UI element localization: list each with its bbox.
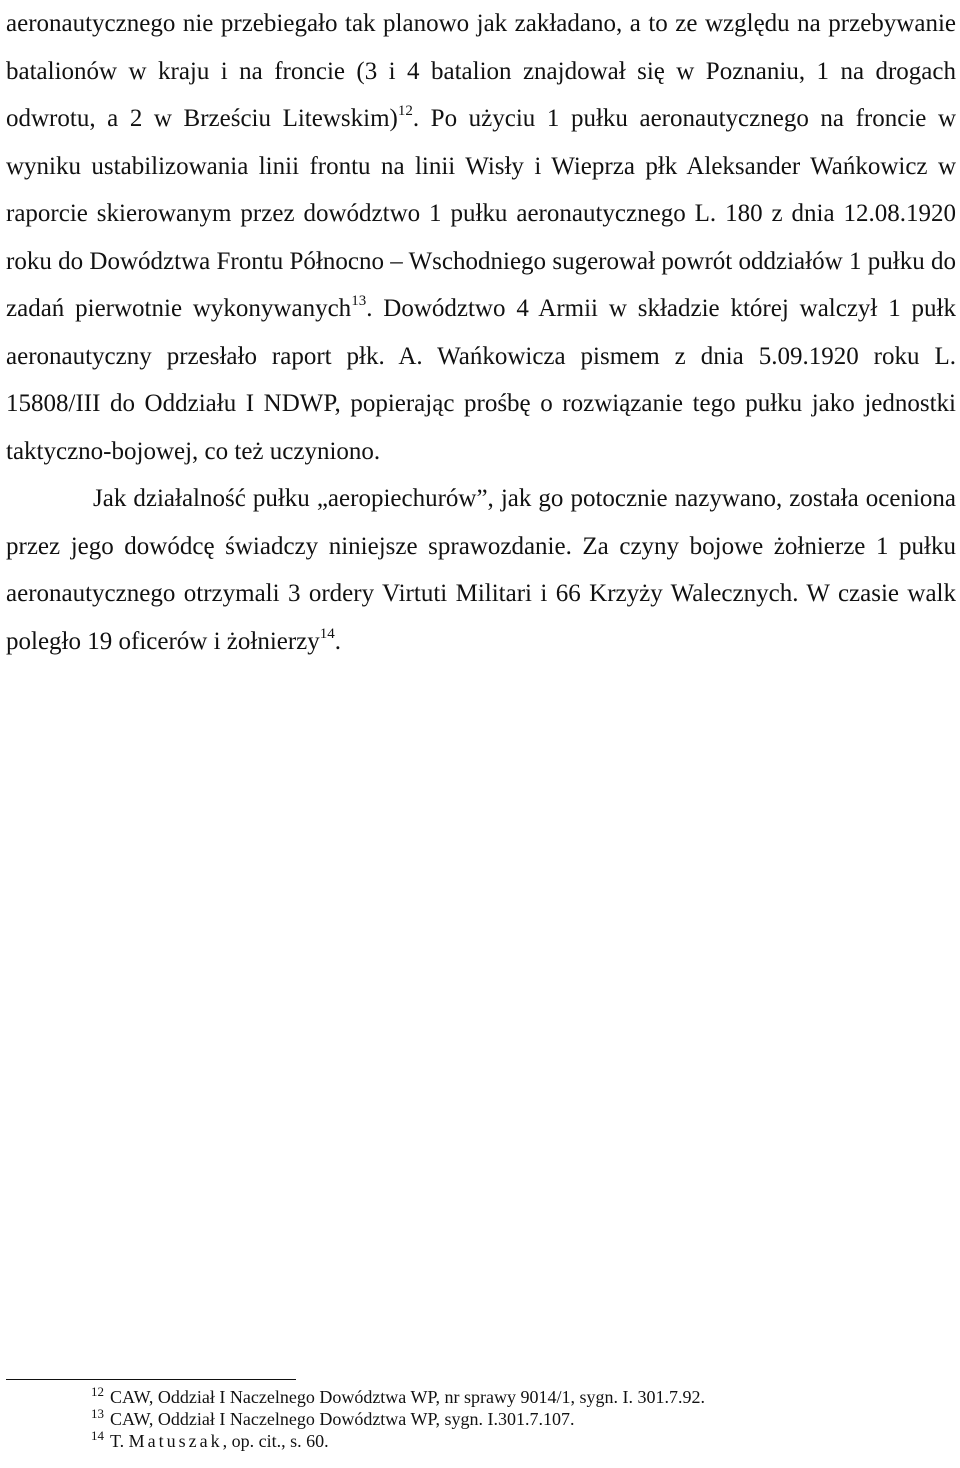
footnote-text-suffix: , op. cit., s. 60. <box>222 1431 329 1451</box>
paragraph-2-text-b: . <box>334 627 342 655</box>
paragraph-1-text-c: . Dowództwo 4 Armii w składzie której walczył 1 pułk aeronautyczny przesłało raport płk. A. Wańkowicza pismem z dnia 5.09.1920 roku L. 15808/III do Oddziału I NDWP, popierając prośbę o rozwiązanie tego pułku jako jednostki taktyczno-bojowej, co też uczyniono. <box>6 295 957 465</box>
footnote-14 <box>91 1430 951 1452</box>
footnote-ref-13[interactable]: 13 <box>351 293 367 309</box>
footnote-number: 13 <box>91 1406 104 1421</box>
footnote-number: 14 <box>91 1428 104 1443</box>
footnote-number: 12 <box>91 1384 104 1399</box>
document-page <box>6 0 956 665</box>
footnotes <box>91 1386 951 1452</box>
footnote-text: CAW, Oddział I Naczelnego Dowództwa WP, nr sprawy 9014/1, sygn. I. 301.7.92. <box>110 1387 705 1407</box>
paragraph-2 <box>6 475 956 665</box>
paragraph-2-text-a: Jak działalność pułku „aeropiechurów”, jak go potocznie nazywano, została oceniona przez jego dowódcę świadczy niniejsze sprawozdanie. Za czyny bojowe żołnierze 1 pułku aeronautycznego otrzymali 3 ordery Virtuti Militari i 66 Krzyży Walecznych. W czasie walk poległo 19 oficerów i żołnierzy <box>6 485 956 655</box>
footnote-12 <box>91 1386 951 1408</box>
paragraph-1-text-b: . Po użyciu 1 pułku aeronautycznego na froncie w wyniku ustabilizowania linii frontu na linii Wisły i Wieprza płk Aleksander Wańkowicz w raporcie skierowanym przez dowództwo 1 pułku aeronautycznego L. 180 z dnia 12.08.1920 roku do Dowództwa Frontu Północno – Wschodniego sugerował powrót oddziałów 1 pułku do zadań pierwotnie wykonywanych <box>6 105 956 322</box>
footnote-13 <box>91 1408 951 1430</box>
footnote-author: Matuszak <box>128 1431 223 1451</box>
footnote-ref-12[interactable]: 12 <box>397 103 413 119</box>
footnote-text-prefix: T. <box>110 1431 129 1451</box>
paragraph-1 <box>6 0 956 475</box>
footnote-separator <box>6 1379 296 1380</box>
footnote-ref-14[interactable]: 14 <box>319 625 335 642</box>
footnote-text: CAW, Oddział I Naczelnego Dowództwa WP, sygn. I.301.7.107. <box>110 1409 575 1429</box>
paragraph-1-text-a: aeronautycznego nie przebiegało tak planowo jak zakładano, a to ze względu na przebywanie batalionów w kraju i na froncie (3 i 4 batalion znajdował się w Poznaniu, 1 na drogach odwrotu, a 2 w Brześciu Litewskim) <box>6 10 956 132</box>
